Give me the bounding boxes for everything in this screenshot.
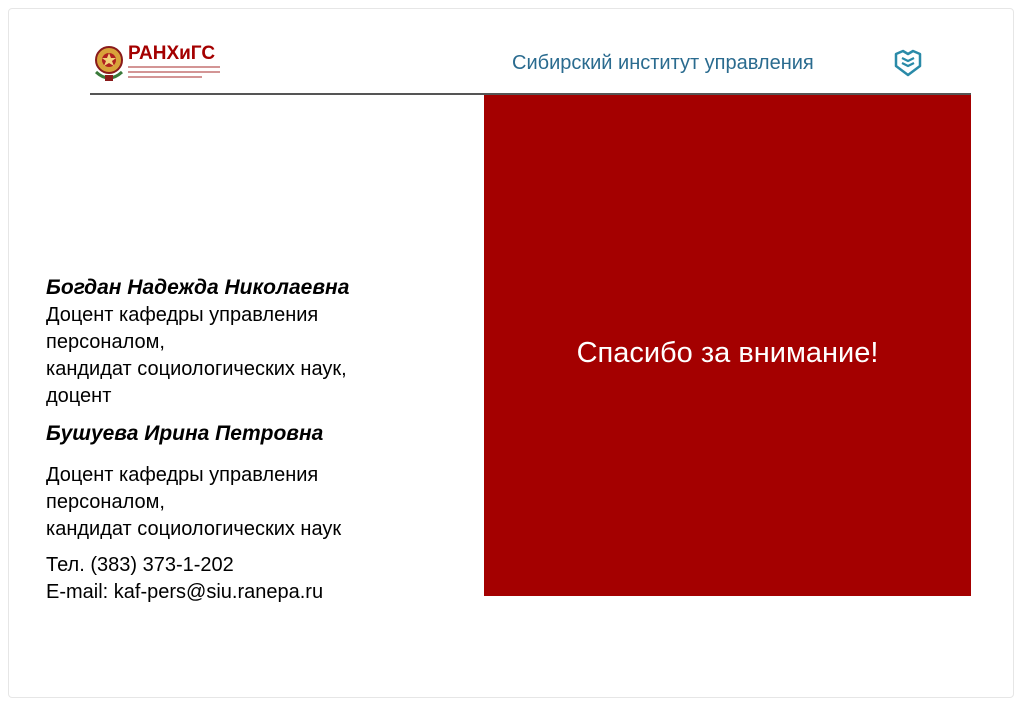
logo-text: РАНХиГС (128, 43, 216, 64)
thanks-panel (484, 95, 971, 596)
person2-line: Доцент кафедры управления (46, 464, 319, 486)
email-text: E-mail: kaf-pers@siu.ranepa.ru (46, 581, 324, 603)
phone-text: Тел. (383) 373-1-202 (46, 554, 234, 576)
ranepa-emblem-icon (92, 42, 126, 84)
person2-line: персоналом, (46, 491, 165, 513)
person1-line: кандидат социологических наук, (46, 358, 347, 380)
person2-name: Бушуева Ирина Петровна (46, 422, 324, 445)
logo-subtext-lines (128, 66, 220, 81)
person1-line: доцент (46, 385, 112, 407)
ranepa-logo (90, 42, 240, 87)
person1-name: Богдан Надежда Николаевна (46, 276, 350, 299)
person1-line: персоналом, (46, 331, 165, 353)
institute-title: Сибирский институт управления (512, 52, 814, 74)
person2-line: кандидат социологических наук (46, 518, 342, 540)
contacts-block (46, 274, 476, 606)
siu-logo-icon (893, 48, 923, 78)
person1-line: Доцент кафедры управления (46, 304, 319, 326)
thanks-text: Спасибо за внимание! (576, 337, 879, 369)
